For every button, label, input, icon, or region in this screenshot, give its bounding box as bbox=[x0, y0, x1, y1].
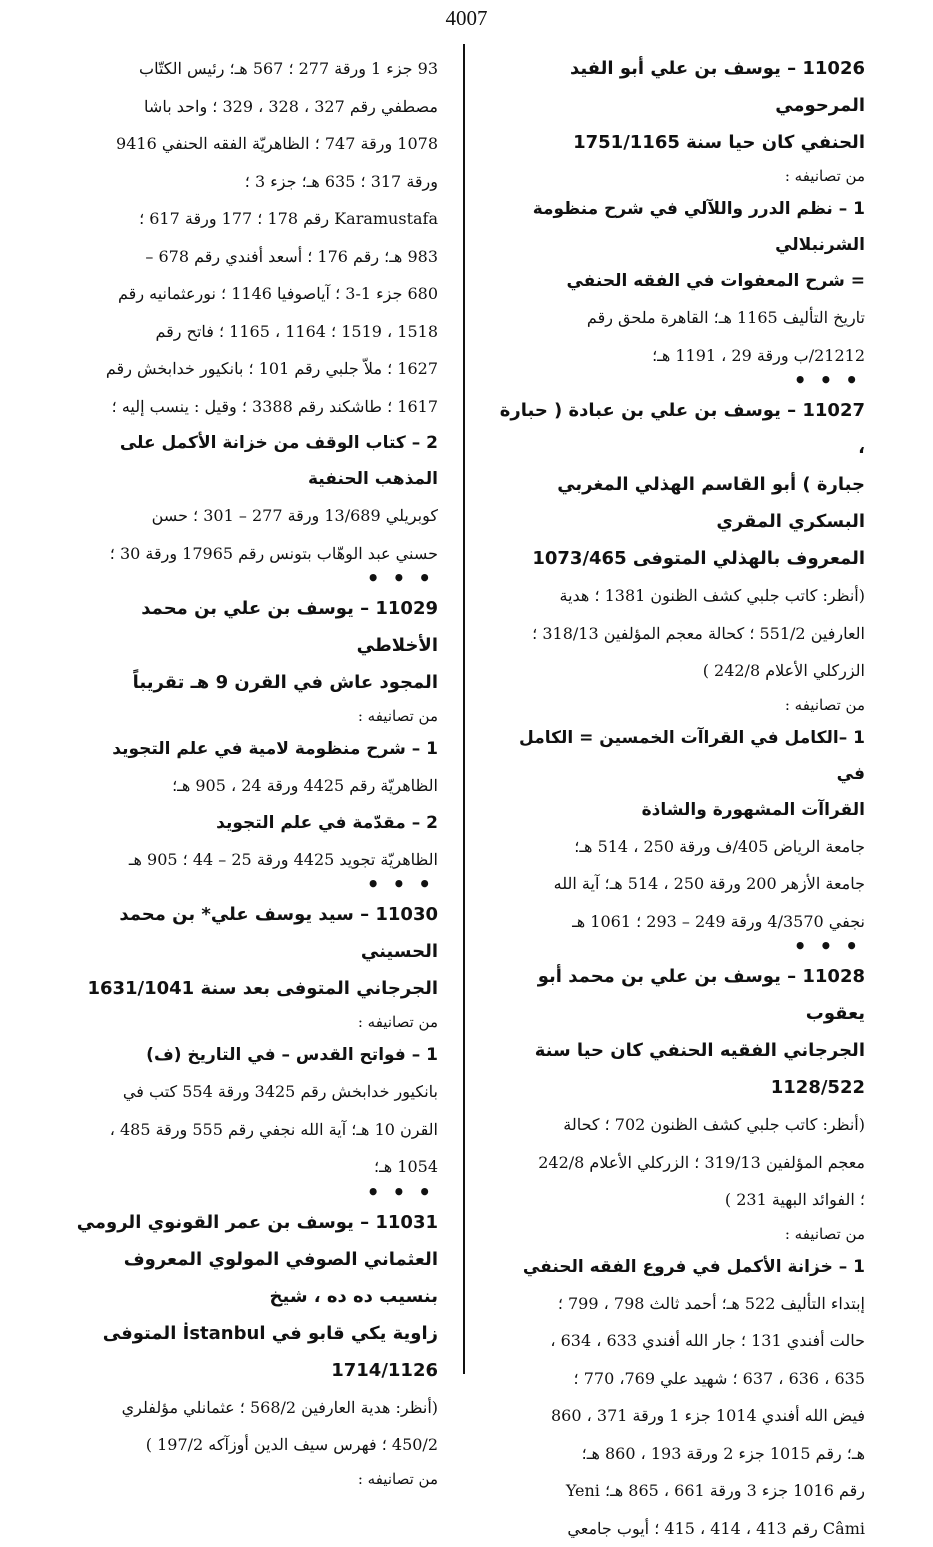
manuscript-line: (أنظر: هدية العارفين 568/2 ؛ عثمانلي مؤلفلري bbox=[60, 1389, 438, 1427]
entry-heading: 11027 – يوسف بن علي بن عبادة ( حبارة ، bbox=[490, 392, 865, 466]
manuscript-line: Câmi رقم 413 ، 414 ، 415 ؛ أيوب جامعي bbox=[490, 1510, 865, 1547]
work-title: = شرح المعفوات في الفقه الحنفي bbox=[490, 263, 865, 299]
manuscript-line: إبتداء التأليف 522 هـ؛ أحمد ثالث 798 ، 799 ؛ bbox=[490, 1285, 865, 1323]
entry-heading: جبارة ) أبو القاسم الهذلي المغربي البسكري المقري bbox=[490, 466, 865, 540]
entry-heading: المعروف بالهذلي المتوفى 1073/465 bbox=[490, 540, 865, 577]
manuscript-line: 1054 هـ؛ bbox=[60, 1148, 438, 1186]
manuscript-line: ورقة 317 ؛ 635 هـ؛ جزء 3 ؛ bbox=[60, 163, 438, 201]
manuscript-line: 93 جزء 1 ورقة 277 ؛ 567 هـ؛ رئيس الكتّاب bbox=[60, 50, 438, 88]
manuscript-line: جامعة الرياض 405/ف ورقة 250 ، 514 هـ؛ bbox=[490, 828, 865, 866]
manuscript-line: 1617 ؛ طاشكند رقم 3388 ؛ وقيل : ينسب إليه ؛ bbox=[60, 388, 438, 426]
manuscript-line: بانكيور خدابخش رقم 3425 ورقة 554 كتب في bbox=[60, 1073, 438, 1111]
entry-heading: 11031 – يوسف بن عمر القونوي الرومي bbox=[60, 1204, 438, 1241]
manuscript-line: 680 جزء 1-3 ؛ آياصوفيا 1146 ؛ نورعثمانيه رقم bbox=[60, 275, 438, 313]
manuscript-line: جامعة الأزهر 200 ورقة 250 ، 514 هـ؛ آية الله bbox=[490, 865, 865, 903]
manuscript-line: كوبريلي 13/689 ورقة 277 – 301 ؛ حسن bbox=[60, 497, 438, 535]
work-title: 2 – مقدّمة في علم التجويد bbox=[60, 805, 438, 841]
entry-separator: • • • bbox=[60, 1186, 434, 1198]
left-column bbox=[60, 50, 438, 1494]
manuscript-line: 21212/ب ورقة 29 ، 1191 هـ؛ bbox=[490, 337, 865, 375]
manuscript-line: العارفين 551/2 ؛ كحالة معجم المؤلفين 318/13 ؛ bbox=[490, 615, 865, 653]
manuscript-line: ؛ الفوائد البهية 231 ) bbox=[490, 1181, 865, 1219]
work-title: 1 – خزانة الأكمل في فروع الفقه الحنفي bbox=[490, 1249, 865, 1285]
entry-heading: 11028 – يوسف بن علي بن محمد أبو يعقوب bbox=[490, 958, 865, 1032]
works-label: من تصانيفه : bbox=[60, 701, 438, 731]
manuscript-line: 1627 ؛ ملاّ جلبي رقم 101 ؛ بانكيور خدابخش رقم bbox=[60, 350, 438, 388]
manuscript-line: فيض الله أفندي 1014 جزء 1 ورقة 371 ، 860 bbox=[490, 1397, 865, 1435]
manuscript-line: 1518 ، 1519 ؛ 1164 ، 1165 ؛ فاتح رقم bbox=[60, 313, 438, 351]
manuscript-line: Karamustafa رقم 178 ؛ 177 ورقة 617 ؛ bbox=[60, 200, 438, 238]
entry-heading: 11026 – يوسف بن علي أبو الفيد المرحومي bbox=[490, 50, 865, 124]
entry-heading: 11029 – يوسف بن علي بن محمد الأخلاطي bbox=[60, 590, 438, 664]
right-column bbox=[490, 50, 865, 1547]
page-number: 4007 bbox=[0, 6, 933, 31]
column-divider bbox=[463, 44, 465, 1374]
work-title: 1 – نظم الدرر واللآلي في شرح منظومة الشرنبلالي bbox=[490, 191, 865, 263]
work-title: 2 – كتاب الوقف من خزانة الأكمل على المذهب الحنفية bbox=[60, 425, 438, 497]
manuscript-line: تاريخ التأليف 1165 هـ؛ القاهرة ملحق رقم bbox=[490, 299, 865, 337]
works-label: من تصانيفه : bbox=[490, 161, 865, 191]
entry-heading: الجرجاني الفقيه الحنفي كان حيا سنة 1128/522 bbox=[490, 1032, 865, 1106]
manuscript-line: حسني عبد الوهّاب بتونس رقم 17965 ورقة 30 ؛ bbox=[60, 535, 438, 573]
entry-separator: • • • bbox=[490, 940, 861, 952]
work-title: 1 – شرح منظومة لامية في علم التجويد bbox=[60, 731, 438, 767]
entry-separator: • • • bbox=[60, 878, 434, 890]
manuscript-line: مصطفي رقم 327 ، 328 ، 329 ؛ واحد باشا bbox=[60, 88, 438, 126]
manuscript-line: القرن 10 هـ؛ آية الله نجفي رقم 555 ورقة 485 ، bbox=[60, 1111, 438, 1149]
manuscript-line: رقم 1016 جزء 3 ورقة 661 ، 865 هـ؛ Yeni bbox=[490, 1472, 865, 1510]
manuscript-line: 450/2 ؛ فهرس سيف الدين أوزآكه 197/2 ) bbox=[60, 1426, 438, 1464]
entry-separator: • • • bbox=[60, 572, 434, 584]
manuscript-line: (أنظر: كاتب جلبي كشف الظنون 1381 ؛ هدية bbox=[490, 577, 865, 615]
entry-separator: • • • bbox=[490, 374, 861, 386]
work-title: 1 –الكامل في القراآت الخمسين = الكامل في bbox=[490, 720, 865, 792]
works-label: من تصانيفه : bbox=[60, 1464, 438, 1494]
manuscript-line: نجفي 4/3570 ورقة 249 – 293 ؛ 1061 هـ bbox=[490, 903, 865, 941]
manuscript-line: (أنظر: كاتب جلبي كشف الظنون 702 ؛ كحالة bbox=[490, 1106, 865, 1144]
entry-heading: الجرجاني المتوفى بعد سنة 1631/1041 bbox=[60, 970, 438, 1007]
works-label: من تصانيفه : bbox=[490, 690, 865, 720]
work-title: 1 – فواتح القدس – في التاريخ (ف) bbox=[60, 1037, 438, 1073]
entry-heading: زاوية يكي قابو في İstanbul المتوفى 1714/1126 bbox=[60, 1315, 438, 1389]
manuscript-line: هـ؛ رقم 1015 جزء 2 ورقة 193 ، 860 هـ؛ bbox=[490, 1435, 865, 1473]
entry-heading: المجود عاش في القرن 9 هـ تقريباً bbox=[60, 664, 438, 701]
work-title: القراآت المشهورة والشاذة bbox=[490, 792, 865, 828]
works-label: من تصانيفه : bbox=[60, 1007, 438, 1037]
manuscript-line: معجم المؤلفين 319/13 ؛ الزركلي الأعلام 242/8 bbox=[490, 1144, 865, 1182]
entry-heading: 11030 – سيد يوسف علي* بن محمد الحسيني bbox=[60, 896, 438, 970]
manuscript-line: الظاهريّة رقم 4425 ورقة 24 ، 905 هـ؛ bbox=[60, 767, 438, 805]
entry-heading: الحنفي كان حيا سنة 1751/1165 bbox=[490, 124, 865, 161]
manuscript-line: الزركلي الأعلام 242/8 ) bbox=[490, 652, 865, 690]
manuscript-line: حالت أفندي 131 ؛ جار الله أفندي 633 ، 634 ، bbox=[490, 1322, 865, 1360]
works-label: من تصانيفه : bbox=[490, 1219, 865, 1249]
manuscript-line: الظاهريّة تجويد 4425 ورقة 25 – 44 ؛ 905 هـ bbox=[60, 841, 438, 879]
manuscript-line: 983 هـ؛ رقم 176 ؛ أسعد أفندي رقم 678 – bbox=[60, 238, 438, 276]
manuscript-line: 1078 ورقة 747 ؛ الظاهريّة الفقه الحنفي 9416 bbox=[60, 125, 438, 163]
entry-heading: العثماني الصوفي المولوي المعروف بنسيب ده ده ، شيخ bbox=[60, 1241, 438, 1315]
manuscript-line: 635 ، 636 ، 637 ؛ شهيد علي 769، 770 ؛ bbox=[490, 1360, 865, 1398]
